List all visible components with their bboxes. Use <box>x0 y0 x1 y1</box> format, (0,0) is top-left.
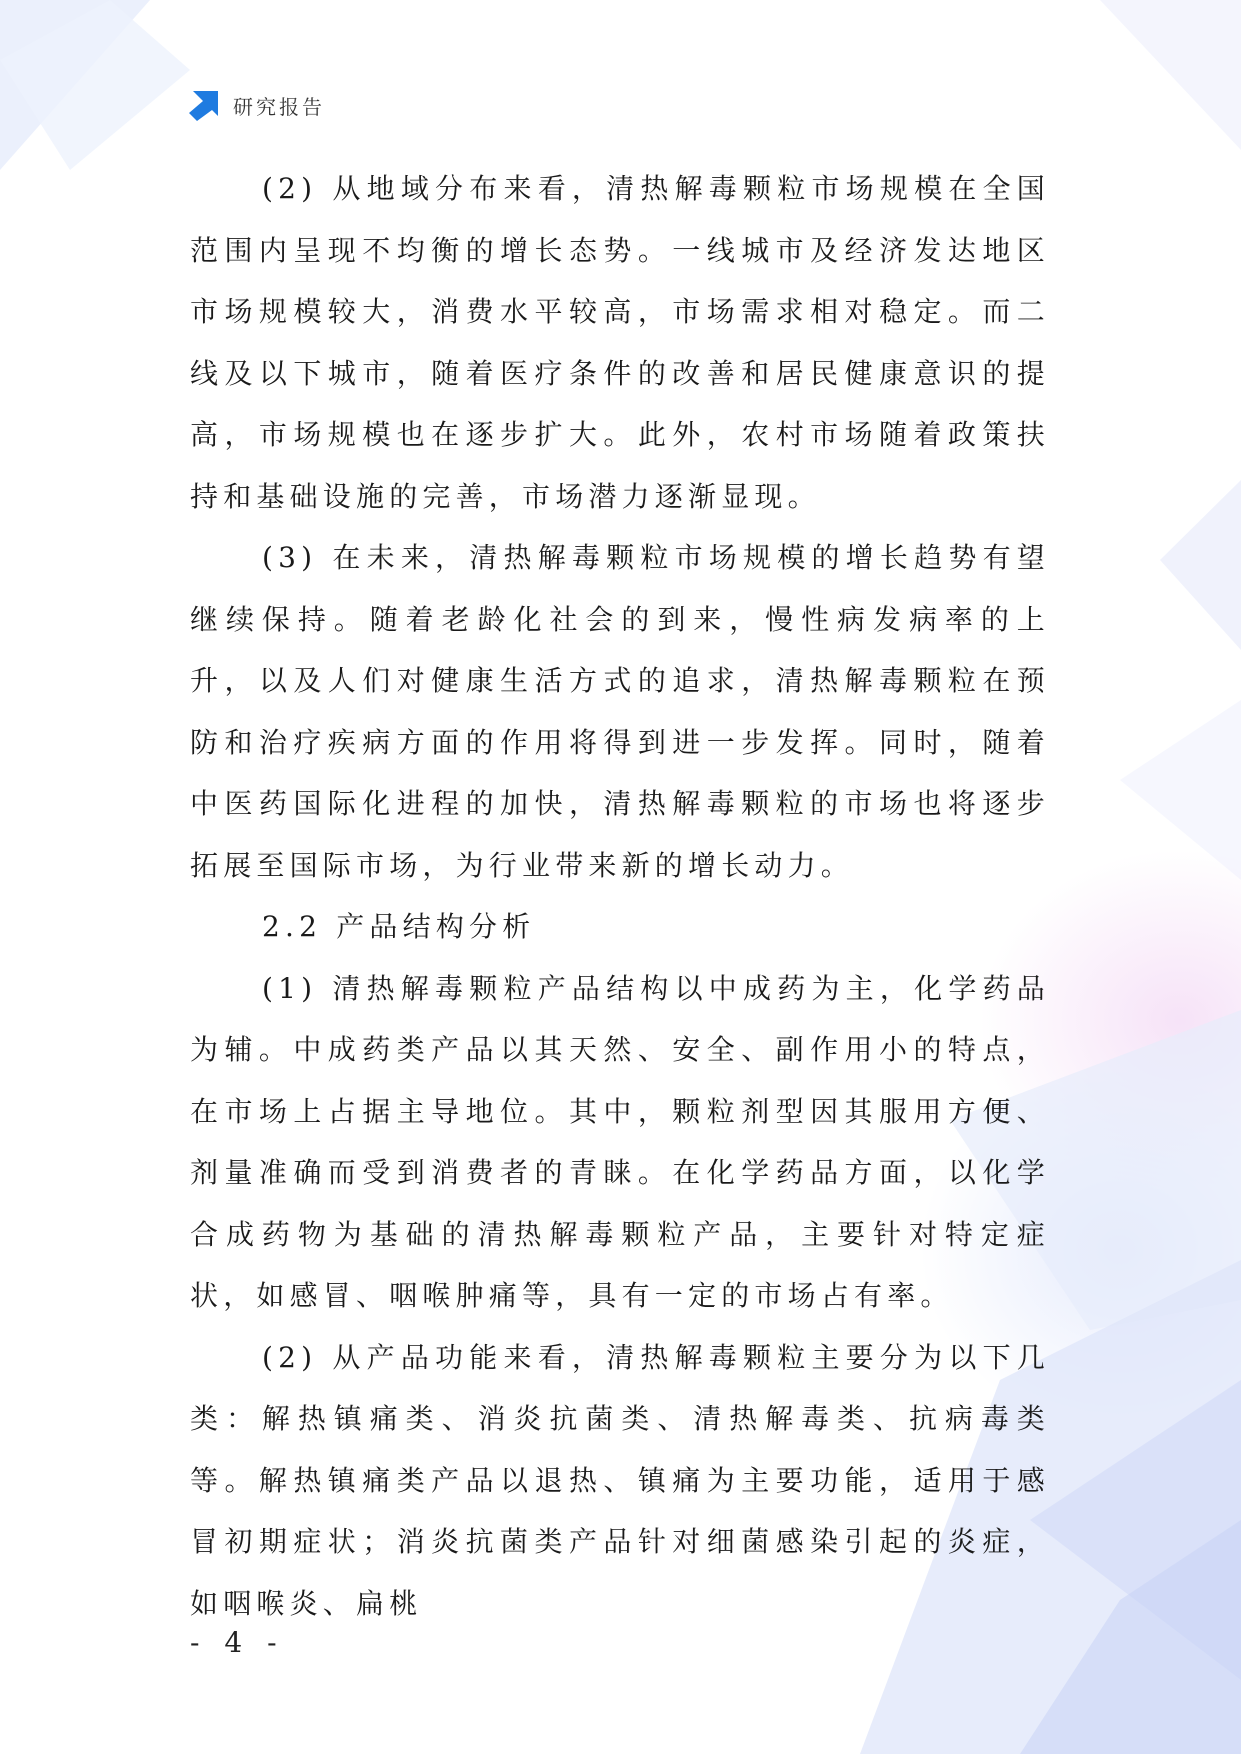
page-number: - 4 - <box>190 1626 285 1659</box>
body-paragraph: (3) 在未来，清热解毒颗粒市场规模的增长趋势有望继续保持。随着老龄化社会的到来，慢性病发病率的上升，以及人们对健康生活方式的追求，清热解毒颗粒在预防和治疗疾病方面的作用将得到进一步发挥。同时，随着中医药国际化进程的加快，清热解毒颗粒的市场也将逐步拓展至国际市场，为行业带来新的增长动力。 <box>190 541 1050 882</box>
section-heading: 2.2 产品结构分析 <box>262 910 536 943</box>
body-paragraph: (2) 从地域分布来看，清热解毒颗粒市场规模在全国范围内呈现不均衡的增长态势。一线城市及经济发达地区市场规模较大，消费水平较高，市场需求相对稳定。而二线及以下城市，随着医疗条件的改善和居民健康意识的提高，市场规模也在逐步扩大。此外，农村市场随着政策扶持和基础设施的完善，市场潜力逐渐显现。 <box>190 172 1050 513</box>
arrow-up-right-icon <box>187 88 221 122</box>
header-title: 研究报告 <box>233 94 325 119</box>
report-header <box>187 88 325 122</box>
section-paragraph: (2) 从产品功能来看，清热解毒颗粒主要分为以下几类：解热镇痛类、消炎抗菌类、清热解毒类、抗病毒类等。解热镇痛类产品以退热、镇痛为主要功能，适用于感冒初期症状；消炎抗菌类产品针对细菌感染引起的炎症，如咽喉炎、扁桃 <box>190 1340 1050 1620</box>
document-body <box>190 158 1050 1634</box>
section-paragraph: (1) 清热解毒颗粒产品结构以中成药为主，化学药品为辅。中成药类产品以其天然、安全、副作用小的特点，在市场上占据主导地位。其中，颗粒剂型因其服用方便、剂量准确而受到消费者的青睐。在化学药品方面，以化学合成药物为基础的清热解毒颗粒产品，主要针对特定症状，如感冒、咽喉肿痛等，具有一定的市场占有率。 <box>190 971 1050 1312</box>
